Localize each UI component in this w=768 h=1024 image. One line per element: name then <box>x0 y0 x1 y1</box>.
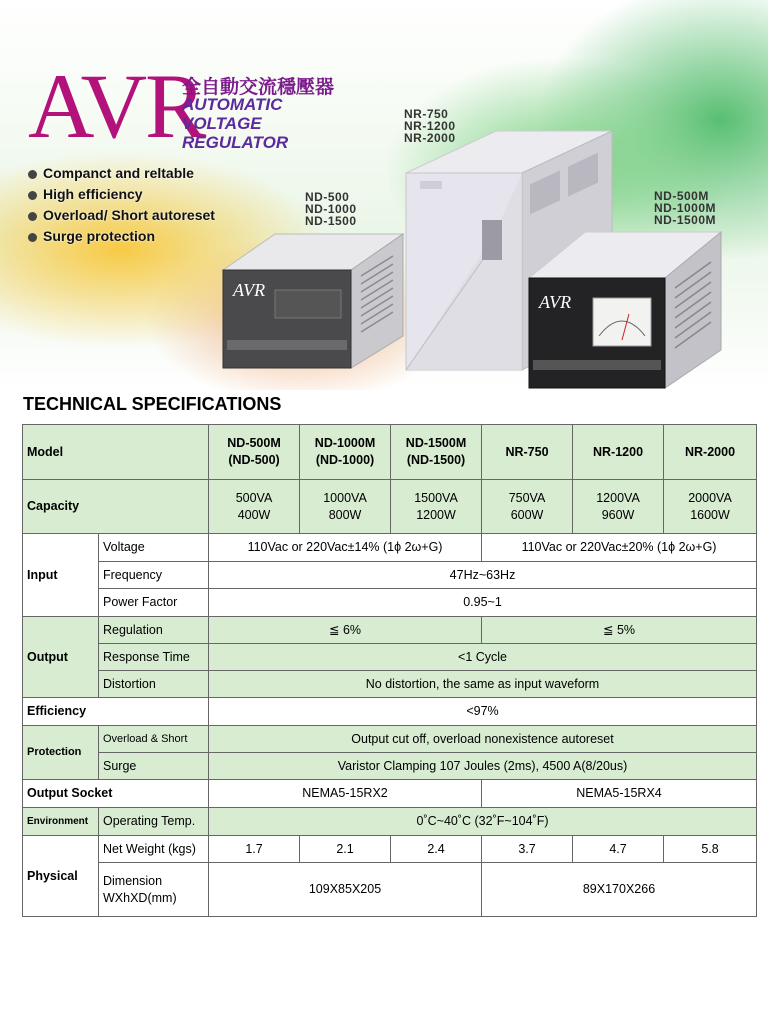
product-subtitle: AUTOMATIC VOLTAGE REGULATOR <box>182 95 289 152</box>
unit-logo-text: AVR <box>233 280 266 300</box>
table-row <box>23 863 757 917</box>
sub-label: Overload & Short <box>99 726 209 753</box>
table-row <box>23 480 757 534</box>
output-distortion: No distortion, the same as input waveform <box>209 671 757 698</box>
feature-item: Surge protection <box>28 226 215 247</box>
sub-label: Surge <box>99 753 209 780</box>
model-cell: NR-2000 <box>664 425 757 480</box>
row-label-physical: Physical <box>23 836 99 917</box>
feature-item: Overload/ Short autoreset <box>28 205 215 226</box>
input-voltage-nd: 110Vac or 220Vac±14% (1ϕ 2ω+G) <box>209 534 482 562</box>
operating-temp: 0˚C~40˚C (32˚F~104˚F) <box>209 808 757 836</box>
bullet-icon <box>28 191 37 200</box>
output-response-time: <1 Cycle <box>209 644 757 671</box>
spec-table <box>22 424 757 917</box>
bullet-icon <box>28 170 37 179</box>
model-cell: NR-750 <box>482 425 573 480</box>
row-label-output: Output <box>23 617 99 698</box>
row-label-efficiency: Efficiency <box>23 698 209 726</box>
sub-label: Dimension WXhXD(mm) <box>99 863 209 917</box>
table-row <box>23 726 757 753</box>
table-row <box>23 698 757 726</box>
nd-regulator-image <box>215 230 410 370</box>
input-frequency: 47Hz~63Hz <box>209 562 757 589</box>
sub-label: Response Time <box>99 644 209 671</box>
feature-item: Companct and reltable <box>28 163 215 184</box>
table-row <box>23 617 757 644</box>
weight-cell: 5.8 <box>664 836 757 863</box>
nr-model-labels: NR-750 NR-1200 NR-2000 <box>404 107 456 145</box>
model-cell: ND-500M (ND-500) <box>209 425 300 480</box>
output-regulation-nr: ≦ 5% <box>482 617 757 644</box>
section-title: TECHNICAL SPECIFICATIONS <box>23 394 282 414</box>
protection-overload: Output cut off, overload nonexistence autoreset <box>209 726 757 753</box>
table-row <box>23 808 757 836</box>
row-label-input: Input <box>23 534 99 617</box>
weight-cell: 2.4 <box>391 836 482 863</box>
socket-nd: NEMA5-15RX2 <box>209 780 482 808</box>
feature-list <box>28 163 215 247</box>
sub-label: Distortion <box>99 671 209 698</box>
avr-logo: AVR <box>28 55 205 157</box>
model-cell: ND-1500M (ND-1500) <box>391 425 482 480</box>
output-regulation-nd: ≦ 6% <box>209 617 482 644</box>
feature-item: High efficiency <box>28 184 215 205</box>
sub-label: Operating Temp. <box>99 808 209 836</box>
row-label-capacity: Capacity <box>23 480 209 534</box>
table-row <box>23 836 757 863</box>
dimension-nd: 109X85X205 <box>209 863 482 917</box>
table-row <box>23 780 757 808</box>
efficiency-value: <97% <box>209 698 757 726</box>
weight-cell: 1.7 <box>209 836 300 863</box>
table-row <box>23 534 757 562</box>
ndm-regulator-image <box>525 228 725 390</box>
model-cell: NR-1200 <box>573 425 664 480</box>
weight-cell: 2.1 <box>300 836 391 863</box>
capacity-cell: 750VA 600W <box>482 480 573 534</box>
input-voltage-nr: 110Vac or 220Vac±20% (1ϕ 2ω+G) <box>482 534 757 562</box>
capacity-cell: 1200VA 960W <box>573 480 664 534</box>
sub-label: Power Factor <box>99 589 209 617</box>
input-power-factor: 0.95~1 <box>209 589 757 617</box>
sub-label: Regulation <box>99 617 209 644</box>
chinese-title: 全自動交流穩壓器 <box>182 77 335 98</box>
sub-label: Net Weight (kgs) <box>99 836 209 863</box>
bullet-icon <box>28 212 37 221</box>
table-row <box>23 589 757 617</box>
weight-cell: 4.7 <box>573 836 664 863</box>
socket-nr: NEMA5-15RX4 <box>482 780 757 808</box>
ndm-model-labels: ND-500M ND-1000M ND-1500M <box>654 189 717 227</box>
sub-label: Frequency <box>99 562 209 589</box>
row-label-model: Model <box>23 425 209 480</box>
dimension-nr: 89X170X266 <box>482 863 757 917</box>
weight-cell: 3.7 <box>482 836 573 863</box>
capacity-cell: 500VA 400W <box>209 480 300 534</box>
row-label-output-socket: Output Socket <box>23 780 209 808</box>
product-banner <box>0 0 768 390</box>
capacity-cell: 2000VA 1600W <box>664 480 757 534</box>
bullet-icon <box>28 233 37 242</box>
capacity-cell: 1000VA 800W <box>300 480 391 534</box>
table-row <box>23 671 757 698</box>
row-label-environment: Environment <box>23 808 99 836</box>
sub-label: Voltage <box>99 534 209 562</box>
table-row <box>23 753 757 780</box>
table-row <box>23 562 757 589</box>
table-row <box>23 644 757 671</box>
nd-model-labels: ND-500 ND-1000 ND-1500 <box>305 190 357 228</box>
table-row <box>23 425 757 480</box>
protection-surge: Varistor Clamping 107 Joules (2ms), 4500 A(8/20us) <box>209 753 757 780</box>
capacity-cell: 1500VA 1200W <box>391 480 482 534</box>
unit-logo-text: AVR <box>539 292 572 312</box>
model-cell: ND-1000M (ND-1000) <box>300 425 391 480</box>
row-label-protection: Protection <box>23 726 99 780</box>
